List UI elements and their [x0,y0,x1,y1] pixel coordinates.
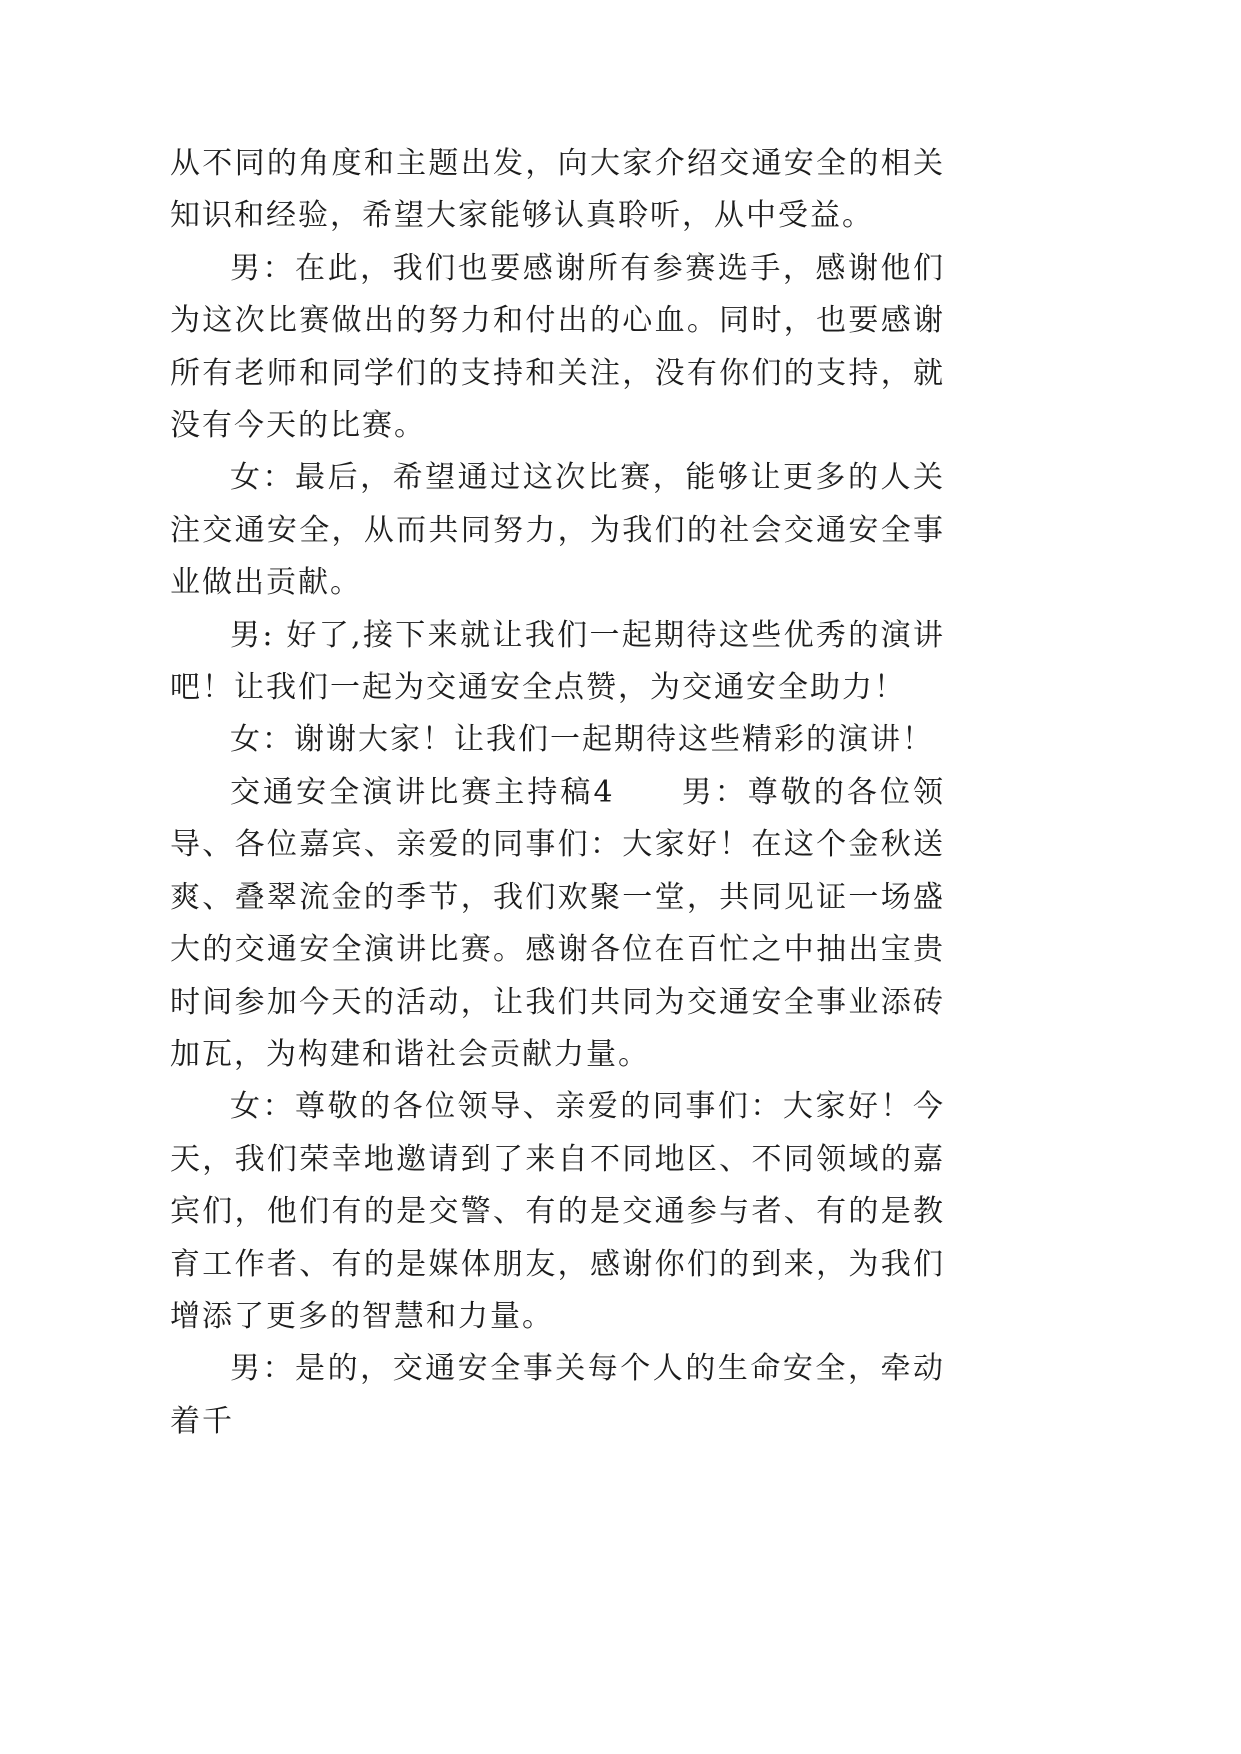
paragraph: 男：是的，交通安全事关每个人的生命安全，牵动着千 [170,1351,945,1439]
paragraph: 从不同的角度和主题出发，向大家介绍交通安全的相关知识和经验，希望大家能够认真聆听，从中受益。 [170,146,945,234]
paragraph: 女：最后，希望通过这次比赛，能够让更多的人关注交通安全，从而共同努力，为我们的社会交通安全事业做出贡献。 [170,460,945,601]
paragraph: 女：尊敬的各位领导、亲爱的同事们：大家好！今天，我们荣幸地邀请到了来自不同地区、不同领域的嘉宾们，他们有的是交警、有的是交通参与者、有的是教育工作者、有的是媒体朋友，感谢你们的到来，为我们增添了更多的智慧和力量。 [170,1089,945,1334]
document-body [170,138,945,1448]
paragraph: 交通安全演讲比赛主持稿4 男：尊敬的各位领导、各位嘉宾、亲爱的同事们：大家好！在这个金秋送爽、叠翠流金的季节，我们欢聚一堂，共同见证一场盛大的交通安全演讲比赛。感谢各位在百忙之中抽出宝贵时间参加今天的活动，让我们共同为交通安全事业添砖加瓦，为构建和谐社会贡献力量。 [170,774,945,1072]
paragraph: 男：在此，我们也要感谢所有参赛选手，感谢他们为这次比赛做出的努力和付出的心血。同时，也要感谢所有老师和同学们的支持和关注，没有你们的支持，就没有今天的比赛。 [170,250,945,444]
paragraph: 男: 好了,接下来就让我们一起期待这些优秀的演讲吧！让我们一起为交通安全点赞，为交通安全助力！ [170,617,945,706]
paragraph: 女：谢谢大家！让我们一起期待这些精彩的演讲！ [230,722,934,758]
